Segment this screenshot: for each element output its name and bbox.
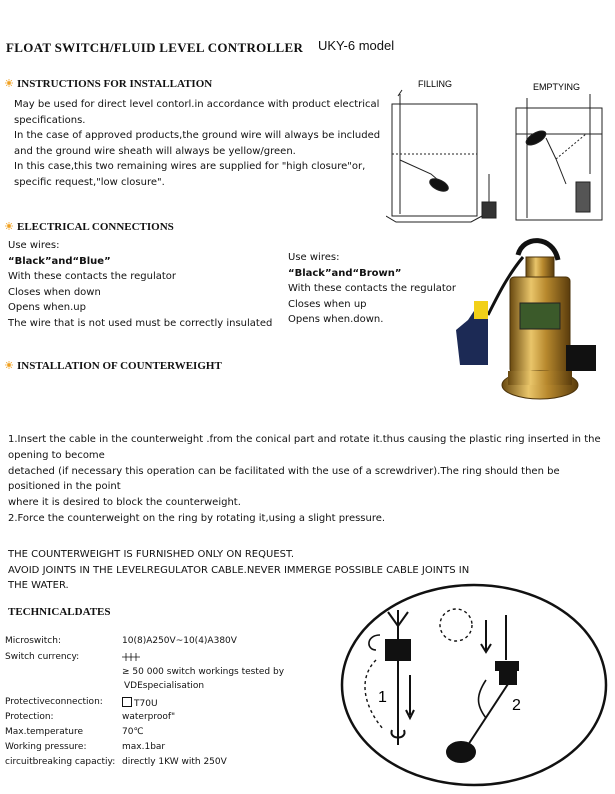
use-wires-label: Use wires:: [8, 240, 60, 251]
tank-diagrams: [386, 74, 611, 234]
wire-colors-left: “Black”and“Blue”: [8, 255, 111, 267]
install-line: and the ground wire sheath will always be yellow/green.: [14, 145, 296, 157]
sun-bullet-icon: [5, 79, 13, 87]
counterweight-line: detached (if necessary this operation can be facilitated with the use of a screwdriver).The ring should then be: [8, 465, 560, 477]
filling-tank-illustration: [386, 90, 496, 222]
tech-label: circuitbreaking capactiy:: [5, 757, 116, 767]
note-line: THE COUNTERWEIGHT IS FURNISHED ONLY ON REQUEST.: [8, 549, 295, 560]
tech-value: waterproof": [122, 712, 176, 722]
ground-box-icon: [122, 697, 132, 707]
tech-label: Switch currency:: [5, 652, 80, 662]
sun-bullet-icon: [5, 361, 13, 369]
use-wires-label: Use wires:: [288, 252, 340, 263]
electrical-heading-text: ELECTRICAL CONNECTIONS: [17, 221, 174, 233]
step-2-label: 2: [512, 697, 521, 714]
install-heading-text: INSTRUCTIONS FOR INSTALLATION: [17, 78, 213, 90]
note-line: AVOID JOINTS IN THE LEVELREGULATOR CABLE.NEVER IMMERGE POSSIBLE CABLE JOINTS IN: [8, 564, 470, 576]
install-paragraph: [14, 97, 380, 190]
technical-heading: TECHNICALDATES: [8, 606, 111, 618]
electrical-line: With these contacts the regulator: [288, 283, 457, 294]
install-line: May be used for direct level contorl.in accordance with product electrical: [14, 99, 380, 110]
electrical-line: Closes when down: [8, 286, 101, 298]
tech-value: max.1bar: [122, 742, 166, 752]
emptying-label: EMPTYING: [533, 82, 581, 92]
counterweight-line: opening to become: [8, 449, 105, 461]
counterweight-line: where it is desired to block the counterweight.: [8, 497, 241, 509]
electrical-line: Opens when.up: [8, 302, 86, 313]
filling-label: FILLING: [418, 79, 453, 89]
counterweight-line: 1.Insert the cable in the counterweight .from the conical part and rotate it.thus causing the plastic ring inserted in the: [8, 434, 601, 445]
electrical-line: Opens when.down.: [288, 314, 384, 325]
document-title: FLOAT SWITCH/FLUID LEVEL CONTROLLER: [6, 40, 304, 55]
electrical-line: The wire that is not used must be correctly insulated: [8, 317, 273, 329]
install-line: specifications.: [14, 114, 86, 126]
tech-label: Protection:: [5, 712, 54, 722]
tech-value: 10(8)A250V~10(4)A380V: [122, 636, 237, 646]
wire-colors-right: “Black”and“Brown”: [288, 267, 402, 279]
electrical-left: [8, 238, 272, 331]
counterweight-line: 2.Force the counterweight on the ring by rotating it,using a slight pressure.: [8, 512, 386, 524]
note-line: THE WATER.: [8, 580, 69, 591]
technical-table: [0, 636, 320, 786]
install-line: In this case,this two remaining wires are supplied for "high closure"or,: [14, 161, 366, 172]
electrical-heading: [5, 221, 174, 233]
counterweight-line: positioned in the point: [8, 481, 121, 493]
emptying-tank-illustration: [516, 94, 602, 220]
electrical-right: [288, 250, 456, 328]
counterweight-diagram: [336, 580, 611, 790]
install-line: specific request,"low closure".: [14, 176, 165, 188]
counterweight-heading-text: INSTALLATION OF COUNTERWEIGHT: [17, 360, 222, 372]
sun-bullet-icon: [5, 222, 13, 230]
pump-photo: [448, 235, 610, 410]
install-heading: [5, 78, 212, 90]
tech-label: Max.temperature: [5, 727, 84, 737]
counterweight-steps: [8, 432, 601, 527]
model-label: UKY-6 model: [318, 38, 395, 53]
switch-symbol-icon: [122, 652, 140, 662]
protective-connection-value: [122, 697, 158, 709]
install-line: In the case of approved products,the ground wire will always be included: [14, 130, 381, 141]
tech-value: T70U: [134, 699, 158, 709]
step-1-label: 1: [378, 689, 387, 706]
tech-value: directly 1KW with 250V: [122, 757, 227, 767]
counterweight-heading: [5, 360, 222, 372]
tech-value: VDEspecialisation: [124, 681, 205, 691]
tech-value: ≥ 50 000 switch workings tested by: [122, 667, 285, 677]
tech-label: Working pressure:: [5, 742, 87, 752]
tech-value: 70℃: [122, 727, 144, 737]
tech-label: Protectiveconnection:: [5, 697, 103, 707]
electrical-line: With these contacts the regulator: [8, 271, 177, 282]
tech-label: Microswitch:: [5, 636, 61, 646]
electrical-line: Closes when up: [288, 298, 367, 310]
